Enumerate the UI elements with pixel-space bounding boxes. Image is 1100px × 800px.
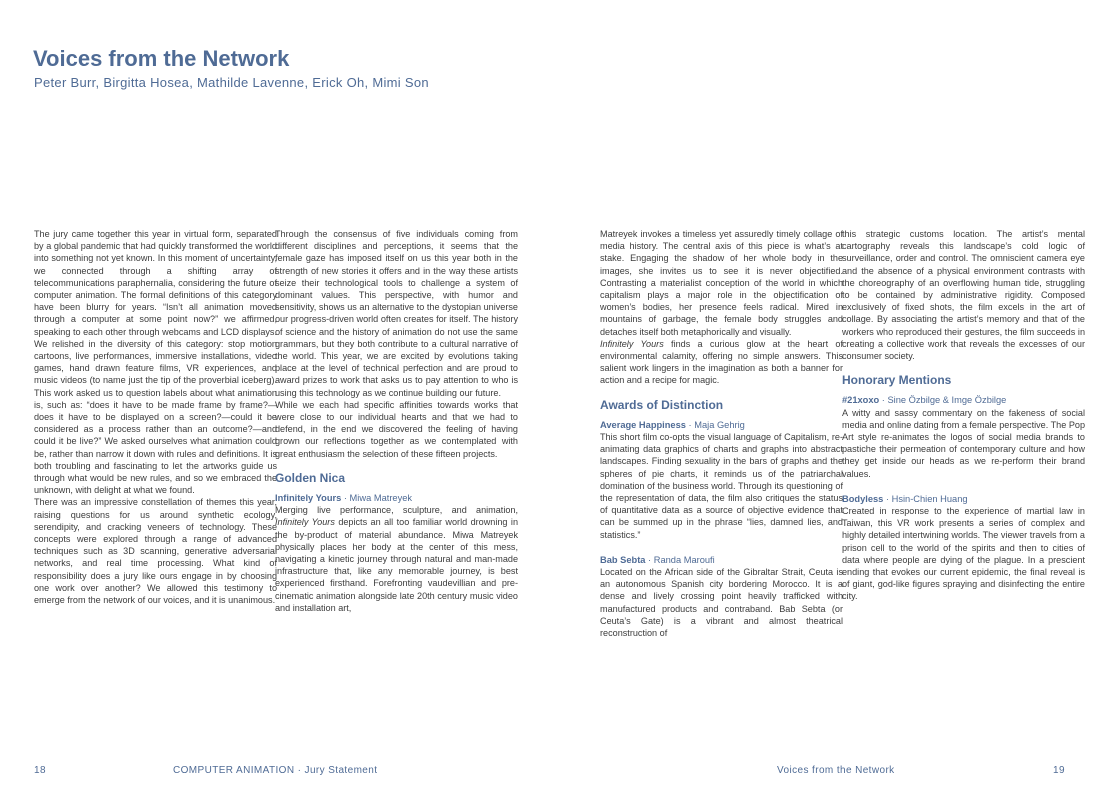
work-artist: · Randa Maroufi — [645, 554, 715, 565]
jury-authors: Peter Burr, Birgitta Hosea, Mathilde Lavenne, Erick Oh, Mimi Son — [34, 75, 429, 90]
paragraph: There was an impressive constellation of themes this year, raising questions for us around synthetic ecology, serendipity, and cracking veneers of technology. These concepts were explored through a range of advanced techniques such as 3D scanning, generative adversarial networks, and real time processing. What kind of responsibility does a jury like ours engage in by choosing one work over another? We allowed this testimony to emerge from the network of our voices, and it is unanimous. — [34, 497, 277, 606]
paragraph: Located on the African side of the Gibraltar Strait, Ceuta is an autonomous Spanish city bordering Morocco. It is a dense and lively crossing point heavily trafficked with manufactured products and contraband. Bab Sebta (or Ceuta’s Gate) is a vibrant and almost theatrical reconstruction of — [600, 567, 843, 639]
text-column-1 — [34, 228, 277, 606]
text-column-2 — [275, 228, 518, 614]
paragraph: Created in response to the experience of martial law in Taiwan, this VR work presents a series of complex and highly detailed intertwining worlds. The viewer travels from a prison cell to the world of the spirits and then to cities of data where people are dying of the plague. In a prescient ending that evokes our current epidemic, the final reveal is of giant, god-like figures spraying and disinfecting the entire city. — [842, 506, 1085, 602]
text-column-4 — [842, 228, 1085, 603]
paragraph: While we each had specific affinities towards works that were close to our individual hearts and that we had to defend, in the end we discovered the feeling of having grown our reflections together as we contemplated with great enthusiasm the selection of these fifteen projects. — [275, 399, 518, 459]
work-title: Average Happiness — [600, 419, 686, 430]
work-artist: · Maja Gehrig — [685, 419, 745, 430]
paragraph: The jury came together this year in virtual form, separated by a global pandemic that had quickly transformed the world into something not yet known. In this moment of uncertainty, we connected through a shifting array of telecommunications paraphernalia, considering the future of computer animation. The formal definitions of this category have been blurry for years. “Isn’t all animation moved through a computer at some point now?” we affirmed, speaking to each other through webcams and LCD displays. We relished in the diversity of this category: stop motion cartoons, live performances, immersive installations, video games, hand drawn feature films, VR experiences, and music videos (to name just the tip of the proverbial iceberg). This work asked us to question labels about what animation is, such as: “does it have to be made frame by frame?—does it have to be displayed on a screen?—could it be considered as a process rather than an outcome?—and could it be live?” We asked ourselves what animation could be, rather than narrow it down with rules and definitions. It is both troubling and fascinating to let the artworks guide us through what would be new rules, and so we embraced the unknown, with delight at what we found. — [34, 229, 277, 496]
work-heading — [842, 493, 1085, 505]
work-heading — [600, 419, 843, 431]
work-artist: · Hsin-Chien Huang — [883, 493, 968, 504]
work-artist: · Sine Özbilge & Imge Özbilge — [879, 395, 1007, 406]
paragraph: this strategic customs location. The artist’s mental cartography reveals this landscape’s cold logic of surveillance, order and control. The omniscient camera eye and the absence of a physical environment contrasts with the choreography of an overflowing human tide, struggling to be contained by administrative rigidity. Composed exclusively of fixed shots, the film excels in the art of collage. By associating the artist’s memory and that of the workers who reproduced their gestures, the film succeeds in creating a collective work that reveals the excesses of our consumer society. — [842, 229, 1085, 362]
paragraph: A witty and sassy commentary on the fakeness of social media and online dating from a female perspective. The Pop Art style re-animates the logos of social media brands to pastiche their permeation of contemporary culture and how they get inside our heads as we re-perform their brand values. — [842, 407, 1085, 479]
text-column-3 — [600, 228, 843, 639]
work-artist: · Miwa Matreyek — [341, 493, 413, 504]
running-footer-right: Voices from the Network — [777, 765, 895, 776]
work-heading — [275, 492, 518, 504]
page-number-right: 19 — [1053, 765, 1065, 776]
text-run: depicts an all too familiar world drowning in the by-product of material abundance. Miwa Matreyek physically places her body at the center of this mess, navigating a kinetic journey through natural and man-made infrastructure that, like any memorable journey, is best experienced firsthand. Forefronting vaudevillian and pre-cinematic animation alongside late 20th century music video and installation art, — [275, 517, 518, 613]
section-heading-honorary-mentions: Honorary Mentions — [842, 373, 952, 388]
paragraph: Matreyek invokes a timeless yet assuredly timely collage of media history. The central axis of this piece is what’s at stake. Engaging the shadow of her whole body in the images, she invites us to see it is never objectified. Contrasting a materialist conception of the world in which capitalism plays a major role in the objectification of women’s bodies, her presence feels radical. Mired in mountains of garbage, the female body struggles and detaches itself both metaphorically and visually. — [600, 229, 843, 337]
page-number-left: 18 — [34, 765, 46, 776]
paragraph — [275, 504, 518, 614]
work-title: Bodyless — [842, 493, 884, 504]
work-title: #21xoxo — [842, 395, 880, 406]
running-footer-left: COMPUTER ANIMATION · Jury Statement — [173, 765, 378, 776]
paragraph — [600, 338, 843, 387]
work-title: Bab Sebta — [600, 554, 646, 565]
page-title: Voices from the Network — [33, 46, 290, 71]
text-run: Merging live performance, sculpture, and animation, — [275, 505, 518, 516]
work-heading — [842, 394, 1085, 406]
work-title-italic: Infinitely Yours — [275, 517, 335, 528]
paragraph: Through the consensus of five individuals coming from different disciplines and perceptions, it seems that the female gaze has imposed itself on us this year both in the strength of new stories it offers and in the way these artists seize their technological tools to challenge a system of dominant values. This perspective, with humor and sensitivity, shows us an alternative to the dystopian universe our progress-driven world often creates for itself. The history of science and the history of animation do not use the same grammars, but they both contribute to a cultural narrative of the world. This year, we are excited by evolutions taking place at the level of technical perfection and are proud to award prizes to work that asks us to pay attention to who is using this technology as we continue building our future. — [275, 229, 518, 398]
paragraph: This short film co-opts the visual language of Capitalism, re-animating data graphics of charts and graphs into abstract landscapes. Finding sexuality in the bars of graphs and the spheres of pie charts, it reminds us of the patriarchal domination of the business world. Through its questioning of the representation of data, the film also critiques the status of quantitative data as a source of objective evidence that can be summed up in the phrase “lies, damned lies, and statistics.” — [600, 432, 843, 540]
work-title: Infinitely Yours — [275, 493, 342, 504]
section-heading-golden-nica: Golden Nica — [275, 470, 346, 485]
work-title-italic: Infinitely Yours — [600, 338, 664, 349]
section-heading-awards-of-distinction: Awards of Distinction — [600, 397, 724, 412]
text-run: finds a curious glow at the heart of environmental calamity, offering no simple answers. This salient work lingers in the imagination as both a banner for action and a recipe for magic. — [600, 338, 843, 386]
work-heading — [600, 554, 843, 566]
